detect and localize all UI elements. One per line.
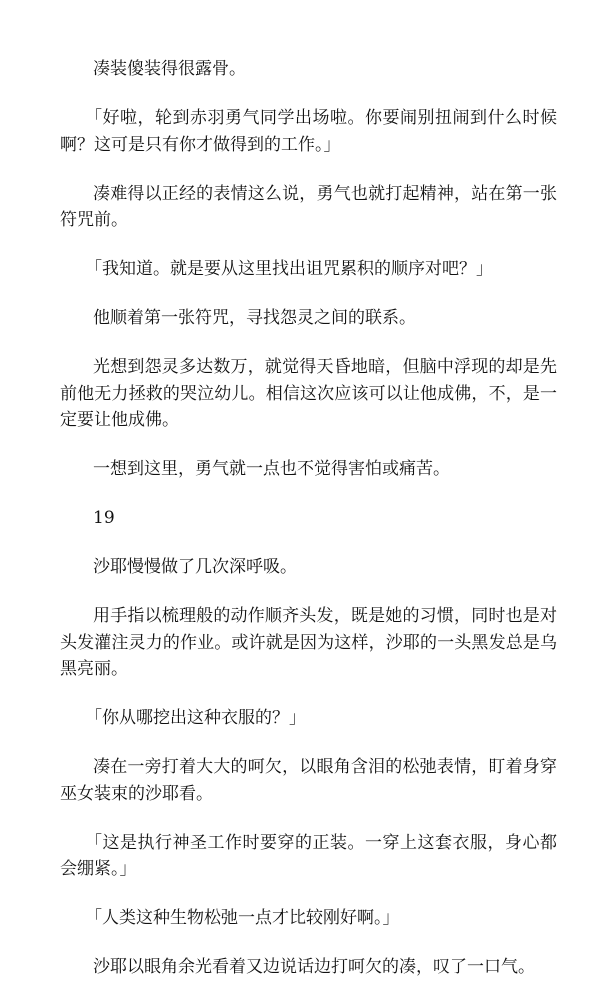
paragraph: 「你从哪挖出这种衣服的？」	[85, 708, 306, 728]
paragraph: 凑装傻装得很露骨。	[93, 59, 246, 79]
paragraph: 「好啦，轮到赤羽勇气同学出场啦。你要闹别扭闹到什么时候啊？这可是只有你才做得到的工作。」	[60, 108, 557, 155]
paragraph: 沙耶以眼角余光看着又边说话边打呵欠的凑，叹了一口气。	[93, 957, 535, 977]
paragraph: 凑难得以正经的表情这么说，勇气也就打起精神，站在第一张符咒前。	[60, 183, 557, 230]
section-number: 19	[93, 508, 115, 528]
paragraph: 用手指以梳理般的动作顺齐头发，既是她的习惯，同时也是对头发灌注灵力的作业。或许就是因为这样，沙耶的一头黑发总是乌黑亮丽。	[60, 606, 557, 679]
page-body	[60, 56, 557, 1003]
paragraph: 一想到这里，勇气就一点也不觉得害怕或痛苦。	[93, 459, 450, 479]
paragraph: 「我知道。就是要从这里找出诅咒累积的顺序对吧？」	[85, 259, 493, 279]
paragraph: 「人类这种生物松弛一点才比较刚好啊。」	[85, 908, 400, 928]
paragraph: 沙耶慢慢做了几次深呼吸。	[93, 557, 297, 577]
paragraph: 「这是执行神圣工作时要穿的正装。一穿上这套衣服，身心都会绷紧。」	[60, 832, 557, 879]
paragraph: 光想到怨灵多达数万，就觉得天昏地暗，但脑中浮现的却是先前他无力拯救的哭泣幼儿。相信这次应该可以让他成佛，不，是一定要让他成佛。	[60, 357, 557, 430]
paragraph: 凑在一旁打着大大的呵欠，以眼角含泪的松弛表情，盯着身穿巫女装束的沙耶看。	[60, 757, 557, 804]
paragraph: 他顺着第一张符咒，寻找怨灵之间的联系。	[93, 308, 416, 328]
